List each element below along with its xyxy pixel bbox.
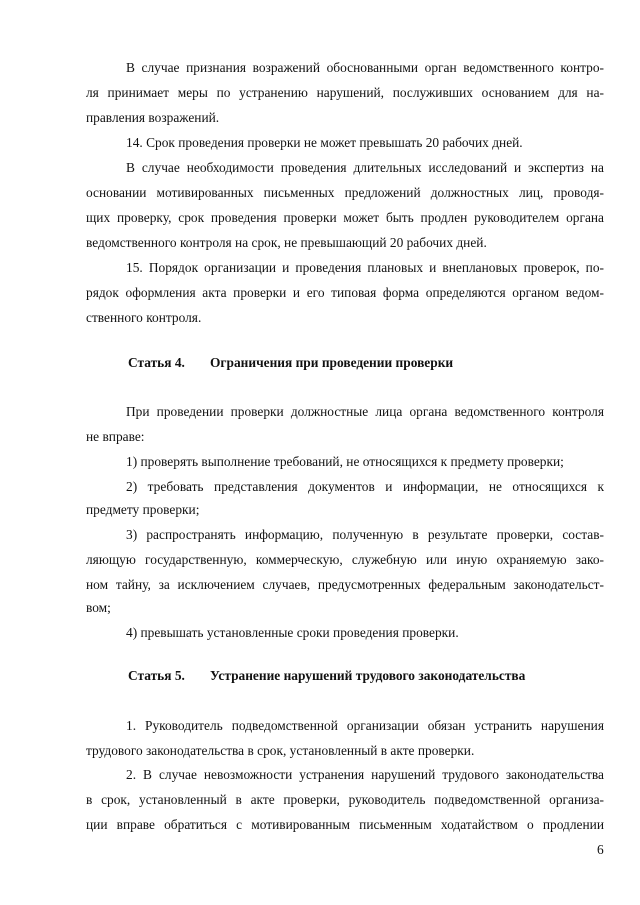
text-line: щих проверку, срок проведения проверки может быть продлен руководителем органа bbox=[86, 210, 604, 225]
article-title: Ограничения при проведении проверки bbox=[210, 355, 454, 370]
text-line: 2. В случае невозможности устранения нарушений трудового законодательства bbox=[126, 767, 604, 782]
text-line: В случае признания возражений обоснованными орган ведомственного контро- bbox=[126, 60, 604, 75]
text-line: ляющую государственную, коммерческую, служебную или иную охраняемую зако- bbox=[86, 552, 604, 567]
text-line: В случае необходимости проведения длительных исследований и экспертиз на bbox=[126, 160, 604, 175]
list-item: 4) превышать установленные сроки проведения проверки. bbox=[126, 625, 459, 640]
text-line: в срок, установленный в акте проверки, руководитель подведомственной организа- bbox=[86, 792, 604, 807]
text-line: При проведении проверки должностные лица органа ведомственного контроля bbox=[126, 404, 604, 419]
page-number: 6 bbox=[597, 842, 604, 857]
text-line: не вправе: bbox=[86, 429, 145, 444]
text-line: ном тайну, за исключением случаев, предусмотренных федеральным законодательст- bbox=[86, 577, 604, 592]
article-number: Статья 5. bbox=[128, 668, 185, 683]
text-line: ции вправе обратиться с мотивированным письменным ходатайством о продлении bbox=[86, 817, 604, 832]
text-line: правления возражений. bbox=[86, 110, 220, 125]
article-number: Статья 4. bbox=[128, 355, 185, 370]
text-line: ведомственного контроля на срок, не превышающий 20 рабочих дней. bbox=[86, 235, 487, 250]
list-item: 1) проверять выполнение требований, не относящихся к предмету проверки; bbox=[126, 454, 564, 469]
text-line: вом; bbox=[86, 600, 111, 615]
list-item: 2) требовать представления документов и информации, не относящихся к bbox=[126, 479, 604, 494]
text-line: основании мотивированных письменных предложений должностных лиц, проводя- bbox=[86, 185, 604, 200]
list-item: 3) распространять информацию, полученную в результате проверки, состав- bbox=[126, 527, 604, 542]
text-line: 14. Срок проведения проверки не может превышать 20 рабочих дней. bbox=[126, 135, 523, 150]
article-title: Устранение нарушений трудового законодательства bbox=[210, 668, 526, 683]
text-line: рядок оформления акта проверки и его типовая форма определяются органом ведом- bbox=[86, 285, 604, 300]
text-line: ля принимает меры по устранению нарушений, послуживших основанием для на- bbox=[86, 85, 604, 100]
text-line: 1. Руководитель подведомственной организации обязан устранить нарушения bbox=[126, 718, 604, 733]
text-line: ственного контроля. bbox=[86, 310, 202, 325]
text-line: 15. Порядок организации и проведения плановых и внеплановых проверок, по- bbox=[126, 260, 604, 275]
text-line: предмету проверки; bbox=[86, 502, 200, 517]
text-line: трудового законодательства в срок, установленный в акте проверки. bbox=[86, 743, 475, 758]
